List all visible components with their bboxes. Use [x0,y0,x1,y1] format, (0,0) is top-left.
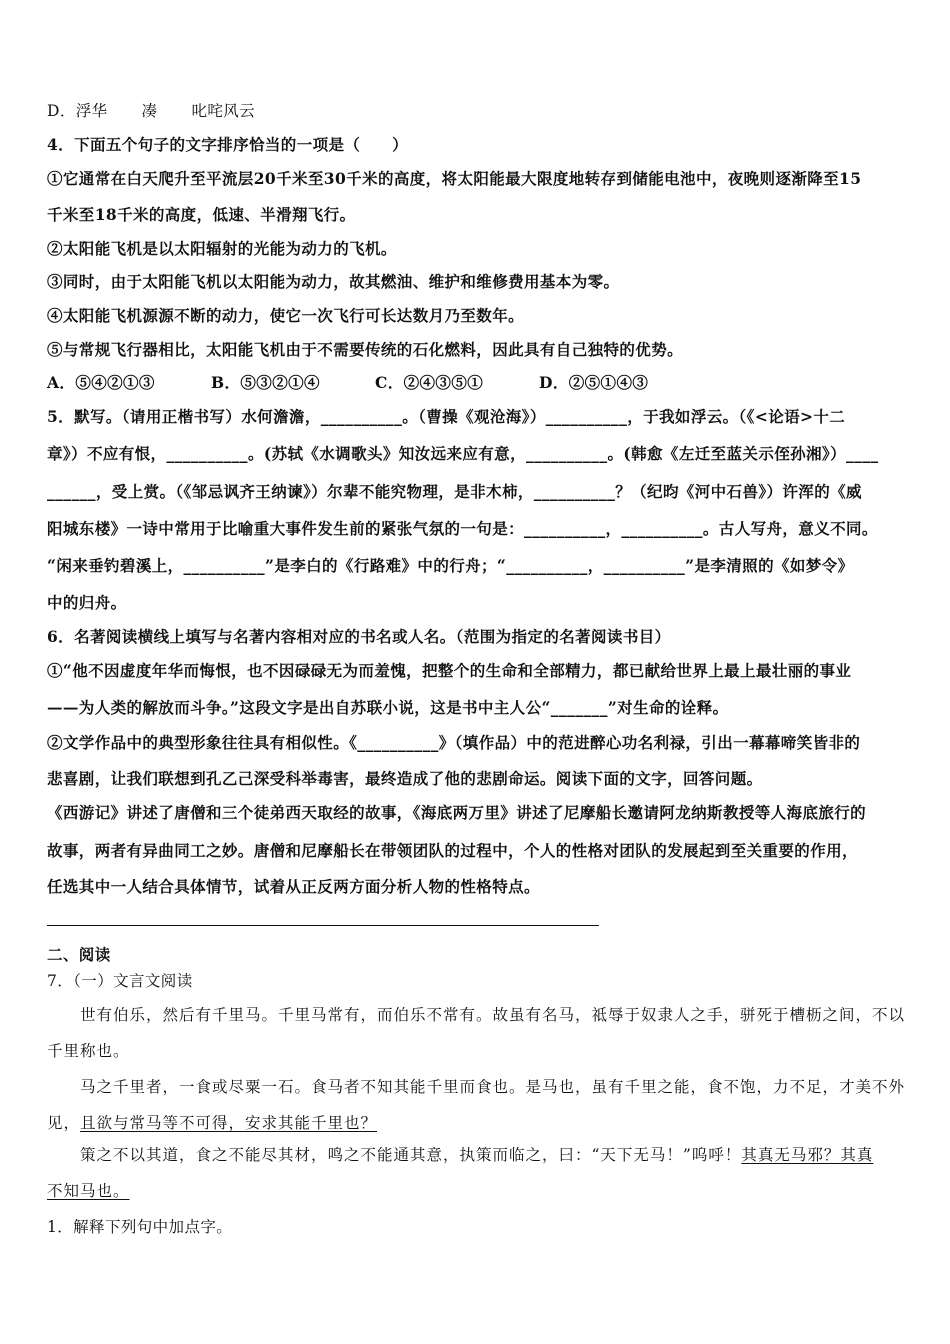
q6-part3-line-2: 故事，两者有异曲同工之妙。唐僧和尼摩船长在带领团队的过程中，个人的性格对团队的发展起到至关重要的作用， [47,841,858,860]
q3-option-d-word-2: 凑 [141,102,158,120]
classical-underlined-sentence-2b: 不知马也。 [47,1182,130,1200]
sub-question-1: 1．解释下列句中加点字。 [47,1218,233,1236]
q3-option-d-label: D． [47,102,76,120]
q4-options [47,373,703,393]
q3-option-d [47,101,255,121]
classical-para-3-text: 策之不以其道，食之不能尽其材，鸣之不能通其意，执策而临之，曰：“天下无马！”呜呼！ [80,1146,742,1164]
q5-line-3: ______，受上赏。（《邹忌讽齐王纳谏》）尔辈不能究物理，是非木柿，__________？（纪昀《河中石兽》）许浑的《威 [47,482,862,501]
classical-para-3-line-1 [80,1145,873,1165]
q6-part1-line-1: ①“他不因虚度年华而悔恨，也不因碌碌无为而羞愧，把整个的生命和全部精力，都已献给世界上最上最壮丽的事业 [47,661,852,680]
q4-sentence-1-line-1: ①它通常在白天爬升至平流层20千米至30千米的高度，将太阳能最大限度地转存到储能电池中，夜晚则逐渐降至15 [47,169,862,188]
q6-part2-line-2: 悲喜剧，让我们联想到孔乙己深受科举毒害，最终造成了他的悲剧命运。阅读下面的文字，回答问题。 [47,769,763,788]
q4-option-a: A．⑤④②①③ [47,373,155,392]
classical-para-2-text: 见， [47,1114,81,1132]
q4-option-c: C．②④③⑤① [375,373,484,392]
q6-part1-blank: _______ [550,698,608,717]
q4-sentence-3: ③同时，由于太阳能飞机以太阳能为动力，故其燃油、维护和维修费用基本为零。 [47,272,620,291]
q5-line-2: 章》）不应有恨，__________。(苏轼《水调歌头》知汝远来应有意，__________。(韩愈《左迁至蓝关示侄孙湘》）____ [47,444,879,463]
answer-line [47,925,599,926]
classical-para-1-line-2: 千里称也。 [47,1042,130,1060]
section-2-title: 二、阅读 [47,945,111,964]
q3-option-d-word-3: 叱咤风云 [191,102,256,120]
q6-part3-line-1: 《西游记》讲述了唐僧和三个徒弟西天取经的故事，《海底两万里》讲述了尼摩船长邀请阿龙纳斯教授等人海底旅行的 [47,803,867,822]
q4-sentence-2: ②太阳能飞机是以太阳辐射的光能为动力的飞机。 [47,239,397,258]
classical-underlined-sentence-2a: 其真无马邪？其真 [741,1146,874,1164]
q5-line-1: 5．默写。（请用正楷书写）水何澹澹，__________。（曹操《观沧海》）__________，于我如浮云。（《<论语>十二 [47,407,846,426]
classical-para-2-line-1: 马之千里者，一食或尽粟一石。食马者不知其能千里而食也。是马也，虽有千里之能，食不饱，力不足，才美不外 [80,1078,906,1096]
q4-option-d: D．②⑤①④③ [539,373,649,392]
q5-line-5: “闲来垂钓碧溪上，__________”是李白的《行路难》中的行舟；“__________，__________”是李清照的《如梦令》 [47,556,854,575]
q5-line-6: 中的归舟。 [47,593,127,612]
q4-sentence-1-line-2: 千米至18千米的高度，低速、半滑翔飞行。 [47,205,356,224]
q6-part1-line-2 [47,698,728,718]
q5-line-4: 阳城东楼》一诗中常用于比喻重大事件发生前的紧张气氛的一句是：__________，__________。古人写舟，意义不同。 [47,519,878,538]
classical-para-1-line-1: 世有伯乐，然后有千里马。千里马常有，而伯乐不常有。故虽有名马，祗辱于奴隶人之手，骈死于槽枥之间，不以 [80,1006,906,1024]
q3-option-d-word-1: 浮华 [75,102,108,120]
q6-part2-line-1: ②文学作品中的典型形象往往具有相似性。《__________》（填作品）中的范进醉心功名利禄，引出一幕幕啼笑皆非的 [47,733,861,752]
q7-heading: 7．（一）文言文阅读 [47,972,193,990]
classical-underlined-sentence-1: 且欲与常马等不可得，安求其能千里也？ [80,1114,378,1132]
q4-option-b: B．⑤③②①④ [211,373,320,392]
classical-para-3-line-2 [47,1181,130,1201]
classical-para-2-line-2 [47,1113,377,1133]
q4-sentence-5: ⑤与常规飞行器相比，太阳能飞机由于不需要传统的石化燃料，因此具有自己独特的优势。 [47,340,684,359]
q4-sentence-4: ④太阳能飞机源源不断的动力，使它一次飞行可长达数月乃至数年。 [47,306,525,325]
q6-stem: 6．名著阅读横线上填写与名著内容相对应的书名或人名。（范围为指定的名著阅读书目） [47,627,671,646]
q6-part3-line-3: 任选其中一人结合具体情节，试着从正反两方面分析人物的性格特点。 [47,877,540,896]
q6-part1-text-a: ——为人类的解放而斗争。”这段文字是出自苏联小说，这是书中主人公“ [47,698,551,717]
q6-part1-text-b: ”对生命的诠释。 [607,698,729,717]
q4-stem: 4．下面五个句子的文字排序恰当的一项是（ ） [47,135,408,154]
